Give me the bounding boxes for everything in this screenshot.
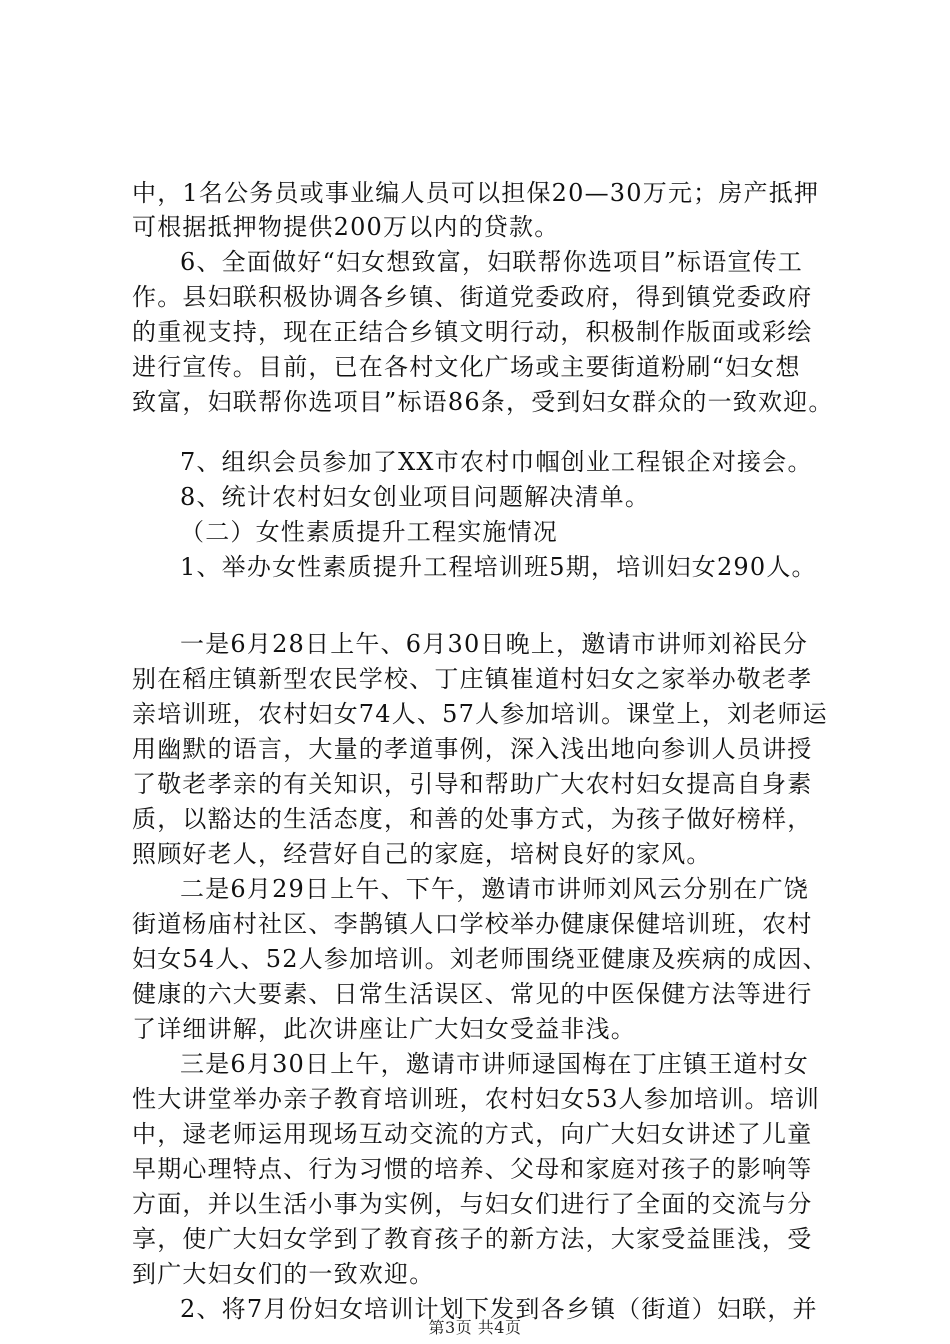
text-line: 6、全面做好“妇女想致富，妇联帮你选项目”标语宣传工 — [180, 248, 804, 276]
text-line: 健康的六大要素、日常生活误区、常见的中医保健方法等进行 — [132, 980, 813, 1008]
text-line: 别在稻庄镇新型农民学校、丁庄镇崔道村妇女之家举办敬老孝 — [132, 665, 813, 693]
text-line: 1、举办女性素质提升工程培训班5期，培训妇女290人。 — [180, 553, 817, 581]
text-line: 8、统计农村妇女创业项目问题解决清单。 — [180, 483, 651, 511]
text-line: 中，1名公务员或事业编人员可以担保20—30万元；房产抵押 — [132, 179, 820, 207]
text-line: 性大讲堂举办亲子教育培训班，农村妇女53人参加培训。培训 — [132, 1085, 821, 1113]
text-line: 了敬老孝亲的有关知识，引导和帮助广大农村妇女提高自身素 — [132, 770, 813, 798]
text-line: 一是6月28日上午、6月30日晚上，邀请市讲师刘裕民分 — [180, 630, 809, 658]
text-line: 三是6月30日上午，邀请市讲师逯国梅在丁庄镇王道村女 — [180, 1050, 810, 1078]
text-line: 致富，妇联帮你选项目”标语86条，受到妇女群众的一致欢迎。 — [132, 388, 834, 416]
text-line: 了详细讲解，此次讲座让广大妇女受益非浅。 — [132, 1015, 636, 1043]
text-line: 早期心理特点、行为习惯的培养、父母和家庭对孩子的影响等 — [132, 1155, 813, 1183]
section-heading: （二）女性素质提升工程实施情况 — [180, 518, 558, 546]
text-line: 7、组织会员参加了XX市农村巾帼创业工程银企对接会。 — [180, 448, 813, 476]
text-line: 用幽默的语言，大量的孝道事例，深入浅出地向参训人员讲授 — [132, 735, 813, 763]
text-line: 质，以豁达的生活态度，和善的处事方式，为孩子做好榜样， — [132, 805, 813, 833]
text-line: 妇女54人、52人参加培训。刘老师围绕亚健康及疾病的成因、 — [132, 945, 828, 973]
text-line: 街道杨庙村社区、李鹊镇人口学校举办健康保健培训班，农村 — [132, 910, 813, 938]
text-line: 照顾好老人，经营好自己的家庭，培树良好的家风。 — [132, 840, 712, 868]
text-line: 方面，并以生活小事为实例，与妇女们进行了全面的交流与分 — [132, 1190, 813, 1218]
text-line: 亲培训班，农村妇女74人、57人参加培训。课堂上，刘老师运 — [132, 700, 828, 728]
text-line: 的重视支持，现在正结合乡镇文明行动，积极制作版面或彩绘 — [132, 318, 813, 346]
text-line: 中，逯老师运用现场互动交流的方式，向广大妇女讲述了儿童 — [132, 1120, 813, 1148]
text-line: 二是6月29日上午、下午，邀请市讲师刘风云分别在广饶 — [180, 875, 810, 903]
text-line: 作。县妇联积极协调各乡镇、街道党委政府，得到镇党委政府 — [132, 283, 813, 311]
text-line: 到广大妇女们的一致欢迎。 — [132, 1260, 435, 1288]
text-line: 可根据抵押物提供200万以内的贷款。 — [132, 213, 560, 241]
text-line: 2、将7月份妇女培训计划下发到各乡镇（街道）妇联，并 — [180, 1295, 818, 1323]
text-line: 进行宣传。目前，已在各村文化广场或主要街道粉刷“妇女想 — [132, 353, 801, 381]
page-footer: 第3页 共4页 — [428, 1318, 522, 1337]
text-line: 享，使广大妇女学到了教育孩子的新方法，大家受益匪浅，受 — [132, 1225, 813, 1253]
